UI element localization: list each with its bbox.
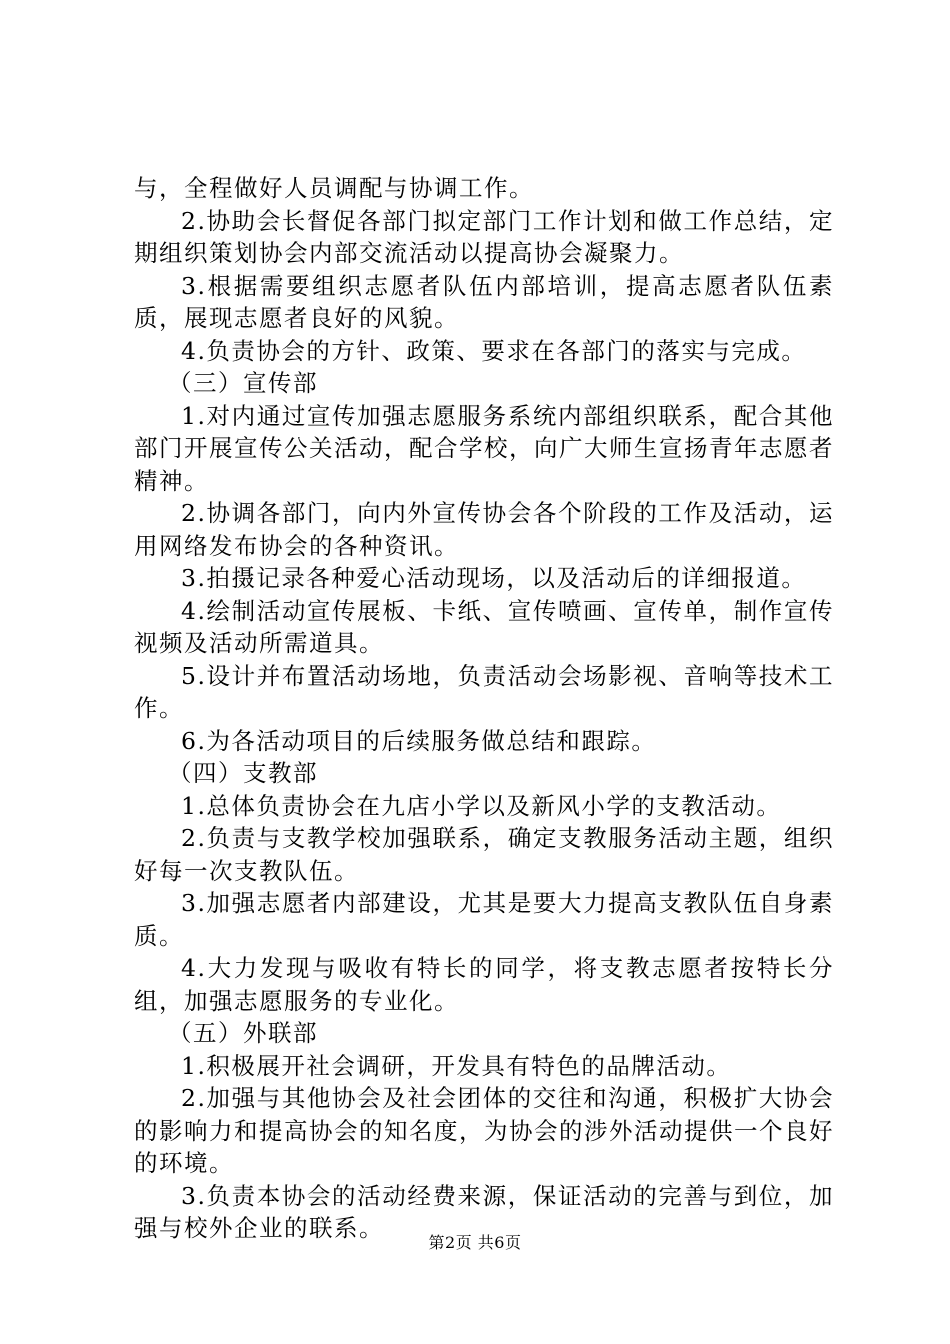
paragraph-item: 3.拍摄记录各种爱心活动现场，以及活动后的详细报道。 [181,564,807,592]
paragraph-item: 2.负责与支教学校加强联系，确定支教服务活动主题，组织好每一次支教队伍。 [134,824,834,885]
section-heading: （四）支教部 [168,759,318,787]
page-footer [0,1233,950,1253]
paragraph-item: 3.负责本协会的活动经费来源，保证活动的完善与到位，加强与校外企业的联系。 [134,1181,834,1242]
paragraph-item: 4.绘制活动宣传展板、卡纸、宣传喷画、宣传单，制作宣传视频及活动所需道具。 [134,596,834,657]
paragraph-continuation: 与，全程做好人员调配与协调工作。 [134,174,534,202]
page-number-label: 第2页 共6页 [428,1233,522,1252]
paragraph-item: 6.为各活动项目的后续服务做总结和跟踪。 [181,726,657,755]
paragraph-item: 4.大力发现与吸收有特长的同学，将支教志愿者按特长分组，加强志愿服务的专业化。 [134,954,834,1015]
paragraph-item: 1.积极展开社会调研，开发具有特色的品牌活动。 [181,1051,732,1080]
paragraph-item: 5.设计并布置活动场地，负责活动会场影视、音响等技术工作。 [134,661,834,722]
section-heading: （五）外联部 [168,1019,318,1047]
paragraph-item: 2.协助会长督促各部门拟定部门工作计划和做工作总结，定期组织策划协会内部交流活动以提高协会凝聚力。 [134,206,834,267]
section-heading: （三）宣传部 [168,369,318,397]
paragraph-item: 4.负责协会的方针、政策、要求在各部门的落实与完成。 [181,336,807,365]
paragraph-item: 1.总体负责协会在九店小学以及新风小学的支教活动。 [181,791,782,820]
paragraph-item: 3.加强志愿者内部建设，尤其是要大力提高支教队伍自身素质。 [134,889,834,950]
paragraph-item: 2.加强与其他协会及社会团体的交往和沟通，积极扩大协会的影响力和提高协会的知名度，为协会的涉外活动提供一个良好的环境。 [134,1084,834,1177]
paragraph-item: 1.对内通过宣传加强志愿服务系统内部组织联系，配合其他部门开展宣传公关活动，配合学校，向广大师生宣扬青年志愿者精神。 [134,401,834,495]
paragraph-item: 2.协调各部门，向内外宣传协会各个阶段的工作及活动，运用网络发布协会的各种资讯。 [134,499,834,560]
document-body [134,172,834,1245]
paragraph-item: 3.根据需要组织志愿者队伍内部培训，提高志愿者队伍素质，展现志愿者良好的风貌。 [134,271,834,332]
